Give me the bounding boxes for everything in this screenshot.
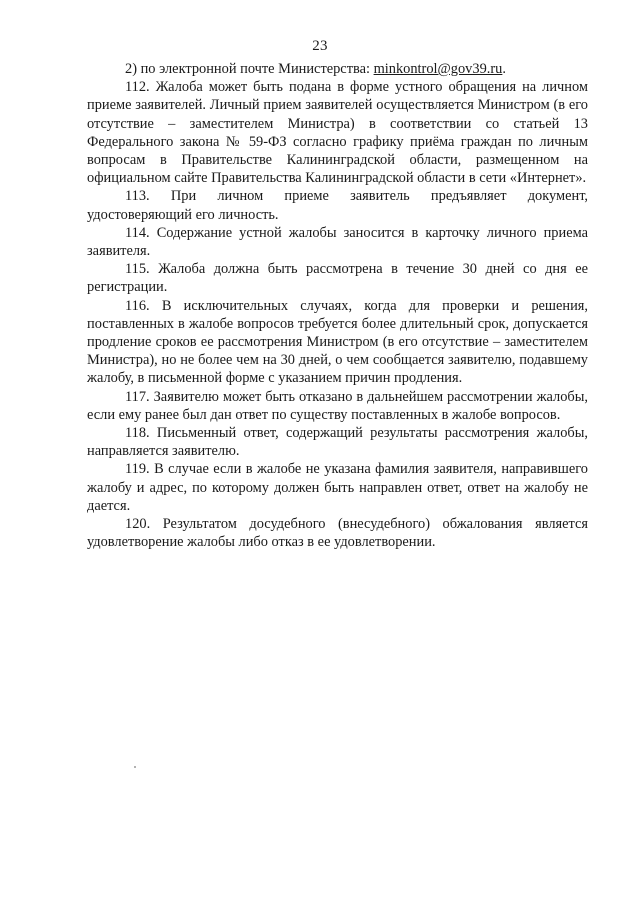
paragraph-116: 116. В исключительных случаях, когда для проверки и решения, поставленных в жалобе вопросов требуется более длительный срок, допускается продление сроков ее рассмотрения Министром (в его отсутствие – заместителем Министра), но не более чем на 30 дней, о чем сообщается заявителю, подавшему жалобу, в письменной форме с указанием причин продления. (87, 297, 588, 387)
paragraph-112: 112. Жалоба может быть подана в форме устного обращения на личном приеме заявителей. Личный прием заявителей осуществляется Министром (в его отсутствие – заместителем Министра) в соответствии со статьей 13 Федерального закона № 59-ФЗ согласно графику приёма граждан по личным вопросам в Правительстве Калининградской области, размещенном на официальном сайте Правительства Калининградской области в сети «Интернет». (87, 79, 588, 187)
paragraph-120: 120. Результатом досудебного (внесудебного) обжалования является удовлетворение жалобы либо отказ в ее удовлетворении. (87, 516, 588, 551)
email-contact-suffix: . (502, 61, 506, 77)
paragraph-117: 117. Заявителю может быть отказано в дальнейшем рассмотрении жалобы, если ему ранее был дан ответ по существу поставленных в жалобе вопросов. (87, 388, 588, 423)
paragraph-119: 119. В случае если в жалобе не указана фамилия заявителя, направившего жалобу и адрес, по которому должен быть направлен ответ, ответ на жалобу не дается. (87, 461, 588, 514)
paragraph-115: 115. Жалоба должна быть рассмотрена в течение 30 дней со дня ее регистрации. (87, 261, 588, 296)
document-body (87, 60, 588, 551)
ministry-email-link[interactable]: minkontrol@gov39.ru (373, 61, 503, 77)
paragraph-email-contact (87, 60, 588, 78)
page-number: 23 (312, 38, 328, 54)
scan-artifact-dot (134, 766, 136, 768)
paragraph-118: 118. Письменный ответ, содержащий результаты рассмотрения жалобы, направляется заявителю. (87, 425, 588, 460)
paragraph-114: 114. Содержание устной жалобы заносится в карточку личного приема заявителя. (87, 224, 588, 260)
email-contact-prefix: 2) по электронной почте Министерства: (125, 61, 374, 77)
paragraph-113: 113. При личном приеме заявитель предъявляет документ, удостоверяющий его личность. (87, 188, 588, 223)
